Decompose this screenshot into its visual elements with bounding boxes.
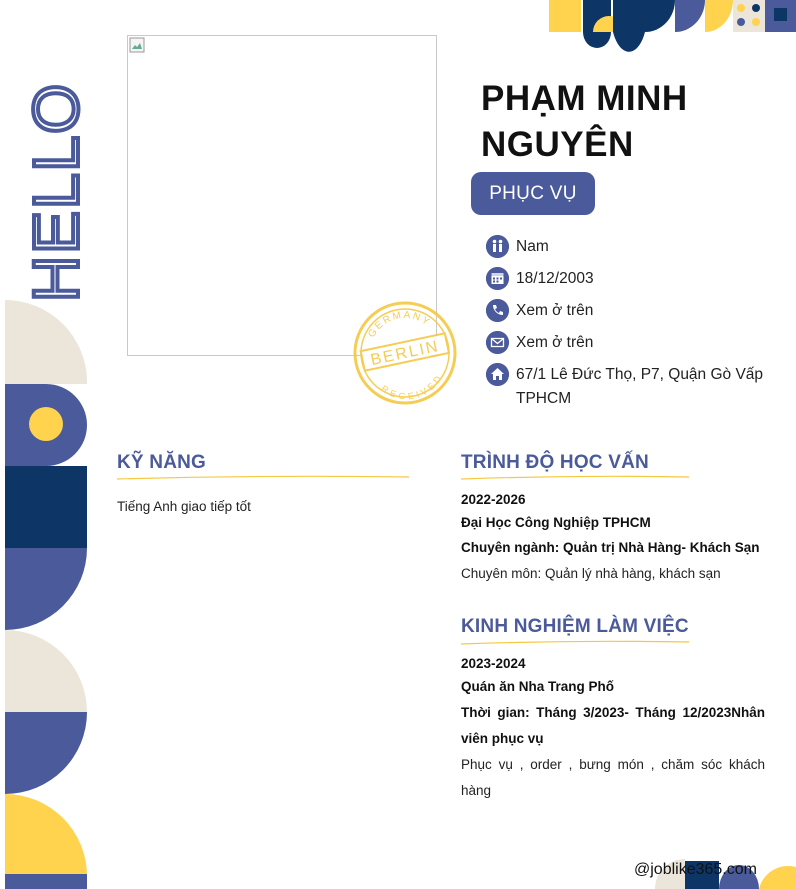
education-specialty: Chuyên môn: Quản lý nhà hàng, khách sạn — [461, 566, 721, 581]
contact-email — [486, 331, 776, 355]
birthday-value: 18/12/2003 — [516, 270, 594, 287]
skill-item: Tiếng Anh giao tiếp tốt — [117, 499, 251, 514]
contact-gender — [486, 235, 776, 259]
experience-underline — [461, 640, 689, 646]
name-line2: NGUYÊN — [481, 125, 634, 164]
name-line1: PHẠM MINH — [481, 79, 688, 118]
phone-icon — [486, 299, 509, 322]
contact-address — [486, 363, 776, 411]
address-line2: TPHCM — [516, 390, 572, 407]
candidate-name — [481, 76, 781, 168]
education-underline — [461, 475, 689, 481]
experience-description: Phục vụ , order , bưng món , chăm sóc khách hàng — [461, 757, 765, 798]
experience-time-role: Thời gian: Tháng 3/2023- Tháng 12/2023Nhân viên phục vụ — [461, 705, 765, 746]
contact-birthday — [486, 267, 776, 291]
phone-value: Xem ở trên — [516, 302, 594, 319]
address-line1: 67/1 Lê Đức Thọ, P7, Quận Gò Vấp — [516, 366, 764, 383]
contact-phone — [486, 299, 776, 323]
gender-value: Nam — [516, 238, 549, 255]
email-icon — [486, 331, 509, 354]
gender-icon — [486, 235, 509, 258]
education-school: Đại Học Công Nghiệp TPHCM — [461, 515, 651, 530]
watermark: @joblike365.com — [634, 861, 757, 878]
berlin-stamp — [352, 300, 458, 406]
broken-image-icon — [129, 37, 145, 53]
home-icon — [486, 363, 509, 386]
stamp-middle: BERLIN — [369, 337, 442, 370]
left-decoration — [5, 300, 87, 889]
skills-title: KỸ NĂNG — [117, 452, 207, 473]
stamp-bottom: RECEIVED — [379, 372, 445, 402]
education-years: 2022-2026 — [461, 492, 526, 507]
email-value: Xem ở trên — [516, 334, 594, 351]
hello-text — [19, 60, 92, 324]
address-value — [516, 363, 776, 411]
experience-company: Quán ăn Nha Trang Phố — [461, 679, 615, 694]
hello-label: HELLO — [19, 82, 92, 302]
education-title: TRÌNH ĐỘ HỌC VẤN — [461, 452, 649, 473]
education-major: Chuyên ngành: Quản trị Nhà Hàng- Khách Sạn — [461, 540, 760, 555]
position-badge: PHỤC VỤ — [471, 172, 595, 215]
skills-underline — [117, 475, 409, 481]
calendar-icon — [486, 267, 509, 290]
experience-years: 2023-2024 — [461, 656, 526, 671]
experience-title: KINH NGHIỆM LÀM VIỆC — [461, 616, 689, 637]
stamp-top: GERMANY — [366, 309, 433, 340]
top-decoration — [549, 0, 796, 32]
